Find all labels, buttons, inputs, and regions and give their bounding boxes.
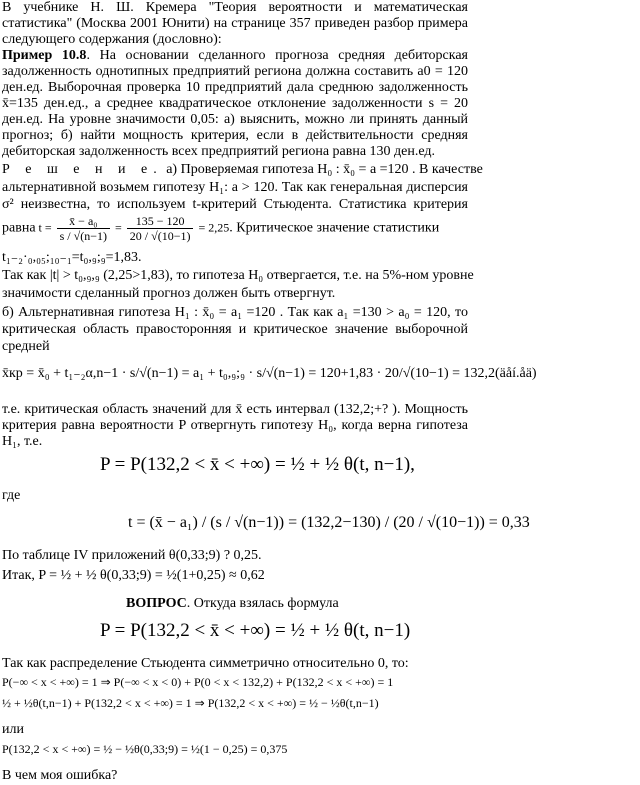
t-num-2: 135 − 120 xyxy=(127,214,194,229)
part-b-line-2: критическая область правосторонняя и критическое значение выборочной xyxy=(2,322,468,337)
intro-line-1: В учебнике Н. Ш. Кремера "Теория вероятности и математическая xyxy=(2,0,468,15)
t-statistic-row xyxy=(2,214,439,243)
example-line-3: ден.ед. Выборочная проверка 10 предприятий дала среднюю задолженность xyxy=(2,80,468,95)
intro-line-2: статистика" (Москва 2001 Юнити) на странице 357 приведен разбор примера xyxy=(2,16,468,31)
region-line-1: т.е. критическая область значений для x̄ есть интервал (132,2;+? ). Мощность xyxy=(2,402,468,417)
example-line-4: x̄=135 ден.ед., а среднее квадратическое отклонение задолженности s = 20 xyxy=(2,96,468,111)
example-line-7: дебиторская задолженность всех предприятий региона равна 130 ден.ед. xyxy=(2,144,436,159)
part-b-line-3: средней xyxy=(2,339,50,354)
intro-line-3: следующего содержания (дословно): xyxy=(2,32,222,47)
example-line-5: ден.ед. На уровне значимости 0,05: а) выяснить, можно ли принять данный xyxy=(2,112,468,127)
crit-text: . Критическое значение статистики xyxy=(229,220,440,236)
solution-sigma-line: σ² неизвестна, то используем t-критерий Стьюдента. Статистика критерия xyxy=(2,197,468,212)
example-line-1 xyxy=(2,48,468,63)
reasoning-line-1: P(−∞ < x < +∞) = 1 ⇒ P(−∞ < x < 0) + P(0 < x < 132,2) + P(132,2 < x < +∞) = 1 xyxy=(2,675,394,689)
ravna-text: равна xyxy=(2,220,36,236)
gde-line: где xyxy=(2,488,21,503)
example-label: Пример 10.8 xyxy=(2,48,87,63)
t-den-2: 20 / √(10−1) xyxy=(129,229,191,243)
t2-formula: t = (x̄ − a₁) / (s / √(n−1)) = (132,2−130) / (20 / √(10−1)) = 0,33 xyxy=(128,514,530,531)
region-line-2: критерия равна вероятности P отвергнуть гипотезу H₀, когда верна гипотеза xyxy=(2,418,468,433)
t-num-1: x̄ − a₀ xyxy=(57,214,110,229)
solution-part-a: а) Проверяемая гипотеза H₀ : x̄₀ = a =120 . В качестве xyxy=(166,162,483,177)
t-fraction-1 xyxy=(57,214,110,243)
t-eq: = xyxy=(115,220,122,235)
reasoning-line-3: P(132,2 < x < +∞) = ½ − ½θ(0,33;9) = ½(1 − 0,25) = 0,375 xyxy=(2,742,288,756)
example-line-6: прогноз; б) найти мощность критерия, если в действительности средняя xyxy=(2,128,468,143)
solution-heading: Р е ш е н и е. xyxy=(2,162,163,177)
conclusion-line: значимости сделанный прогноз должен быть отвергнут. xyxy=(2,286,336,301)
example-text-1: . На основании сделанного прогноза средняя дебиторская xyxy=(86,48,468,63)
solution-line-1 xyxy=(2,162,483,177)
question-label: ВОПРОС xyxy=(126,596,187,611)
table-line: По таблице IV приложений θ(0,33;9) ? 0,25. xyxy=(2,548,262,563)
reasoning-intro: Так как распределение Стьюдента симметрично относительно 0, то: xyxy=(2,656,409,671)
question-text: . Откуда взялась формула xyxy=(186,596,339,611)
question-line xyxy=(126,596,339,611)
power-formula: P = P(132,2 < x̄ < +∞) = ½ + ½ θ(t, n−1), xyxy=(100,454,415,475)
closing-question: В чем моя ошибка? xyxy=(2,768,118,783)
t-lhs: t = xyxy=(38,220,52,235)
xcr-formula: x̄кр = x̄₀ + t₁₋₂α,n−1 · s/√(n−1) = a₁ + t₀,₉;₉ · s/√(n−1) = 120+1,83 · 20/√(10−1) = 132,2(äåí.åä) xyxy=(2,366,537,381)
region-line-3: H₁, т.е. xyxy=(2,434,43,449)
question-formula: P = P(132,2 < x̄ < +∞) = ½ + ½ θ(t, n−1) xyxy=(100,620,411,641)
part-b-line-1: б) Альтернативная гипотеза H₁ : x̄₀ = a₁ =120 . Так как a₁ =130 > a₀ = 120, то xyxy=(2,305,468,320)
ili-line: или xyxy=(2,722,24,737)
reasoning-line-2: ½ + ½θ(t,n−1) + P(132,2 < x < +∞) = 1 ⇒ P(132,2 < x < +∞) = ½ − ½θ(t,n−1) xyxy=(2,696,379,710)
solution-alt-line: альтернативной возьмем гипотезу H₁: a > 120. Так как генеральная дисперсия xyxy=(2,180,468,195)
itak-line: Итак, P = ½ + ½ θ(0,33;9) = ½(1+0,25) ≈ 0,62 xyxy=(2,568,265,583)
t-den-1: s / √(n−1) xyxy=(59,229,107,243)
example-line-2: задолженность однотипных предприятий региона должна составить a0 = 120 xyxy=(2,64,468,79)
since-line: Так как |t| > t₀,₉,₉ (2,25>1,83), то гипотеза H₀ отвергается, т.е. на 5%-ном уровне xyxy=(2,268,474,283)
t-fraction-2 xyxy=(127,214,194,243)
crit-value-line: t₁₋₂·₀,₀₅;₁₀₋₁=t₀,₉;₉=1,83. xyxy=(2,250,142,265)
t-result: = 2,25 xyxy=(198,220,230,235)
